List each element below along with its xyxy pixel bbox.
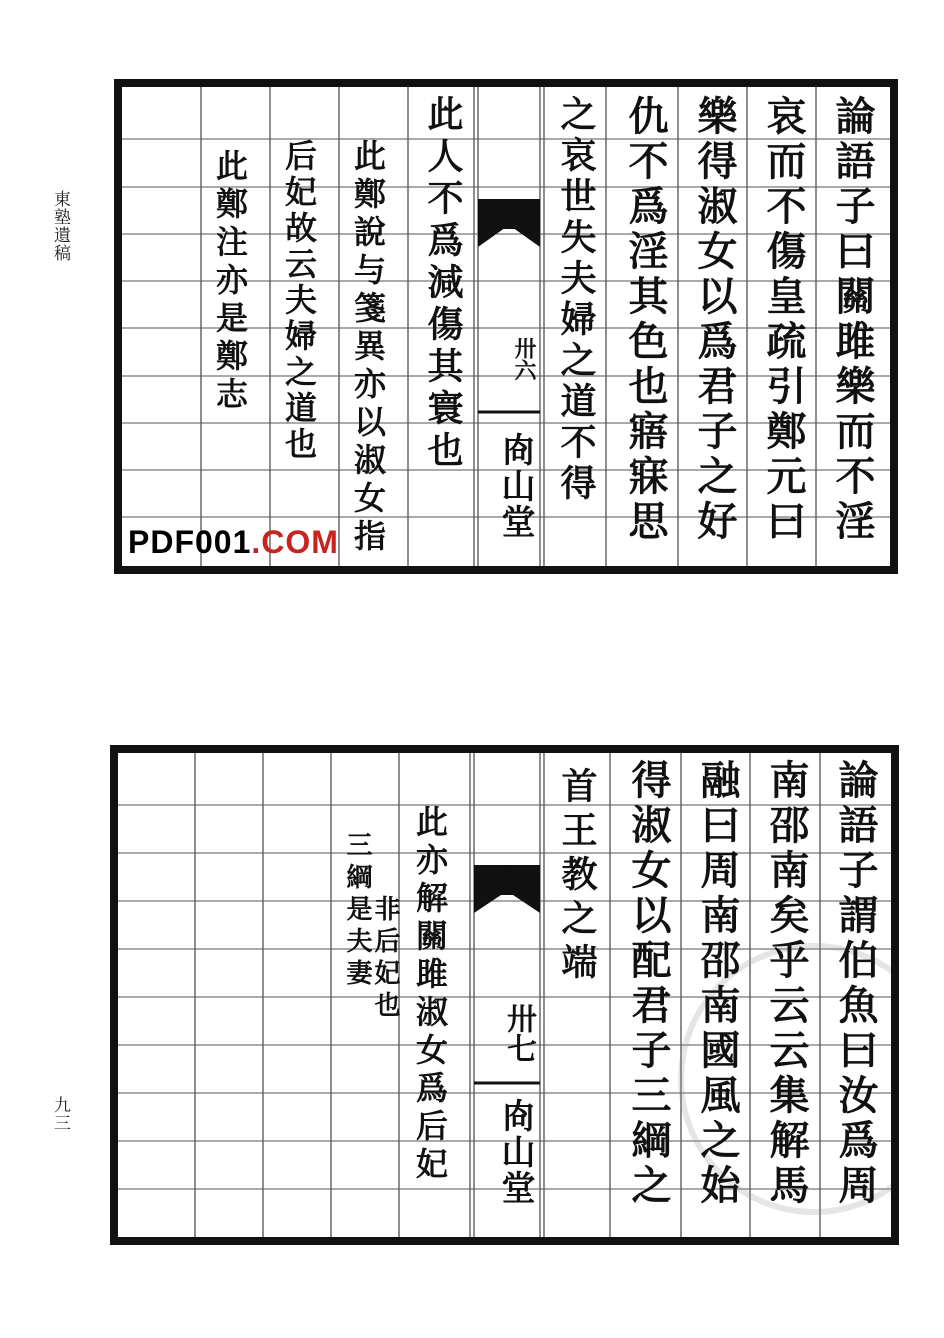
- top-main-column-5: 之哀世失夫婦之道不得: [555, 95, 597, 505]
- top-main-column-1: 論語子曰關雎樂而不淫: [829, 95, 876, 545]
- bottom-note-2: 非后妃也: [370, 895, 400, 1023]
- top-note-2: 后妃故云夫婦之道也: [280, 139, 318, 463]
- bottom-manuscript-sheet: [110, 745, 899, 1245]
- top-ban-ke-page: 卅六: [511, 337, 537, 381]
- book-title: 東塾遺稿: [50, 190, 70, 262]
- watermark-dark-part: PDF001: [128, 524, 252, 560]
- pdf001-watermark-logo: [128, 524, 339, 561]
- top-note-1: 此鄭說与箋異亦以淑女指: [349, 139, 387, 557]
- bottom-ban-ke-column: [474, 753, 540, 1237]
- bottom-main-column-5: 首王教之端: [556, 767, 598, 987]
- top-ban-ke-name: 㕯山堂: [495, 432, 535, 540]
- bottom-note-3: 三綱是夫妻: [342, 831, 372, 991]
- bottom-main-column-3: 融曰周南邵南國風之始: [694, 759, 741, 1209]
- top-main-column-4: 仇不爲淫其色也寤寐思: [622, 95, 669, 545]
- top-center-column: 此人不爲減傷其寰也: [422, 95, 464, 473]
- watermark-red-part: .COM: [251, 524, 339, 560]
- bottom-main-column-4: 得淑女以配君子三綱之: [625, 759, 672, 1209]
- top-manuscript-sheet: [114, 79, 898, 574]
- bottom-main-column-1: 論語子謂伯魚曰汝爲周: [832, 759, 879, 1209]
- page-number: 九三: [50, 1096, 70, 1132]
- bottom-note-1: 此亦解關雎淑女爲后妃: [411, 805, 449, 1185]
- bottom-main-column-2: 南邵南矣乎云云集解馬: [763, 759, 810, 1209]
- top-ban-ke-column: [478, 87, 540, 566]
- bottom-ban-ke-name: 㕯山堂: [495, 1098, 535, 1206]
- top-note-3: 此鄭注亦是鄭志: [211, 149, 249, 415]
- bottom-ban-ke-page: 卅七: [501, 1003, 536, 1063]
- top-main-column-3: 樂得淑女以爲君子之好: [691, 95, 738, 545]
- top-main-column-2: 哀而不傷皇疏引鄭元曰: [760, 95, 807, 545]
